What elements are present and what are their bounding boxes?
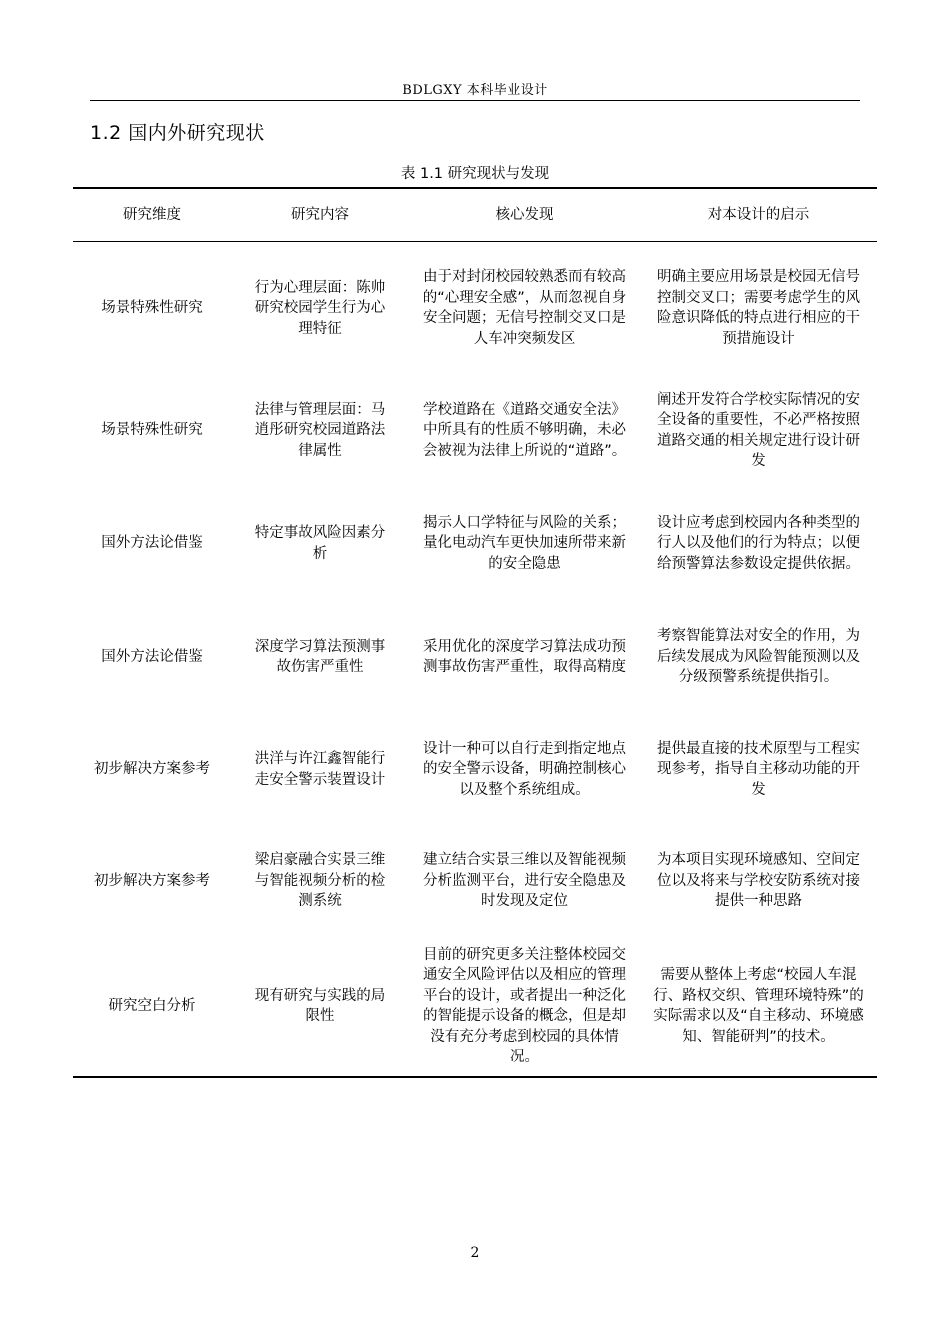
cell-content-text: 特定事故风险因素分析 — [254, 525, 386, 562]
cell-dimension-text: 国外方法论借鉴 — [101, 535, 203, 552]
cell-content — [231, 487, 409, 601]
cell-finding-text: 目前的研究更多关注整体校园交通安全风险评估以及相应的管理平台的设计，或者提出一种泛化的智能提示设备的概念，但是却没有充分考虑到校园的具体情况。 — [423, 946, 626, 1065]
cell-finding-text: 采用优化的深度学习算法成功预测事故伤害严重性，取得高精度 — [423, 638, 626, 675]
column-header-insight: 对本设计的启示 — [640, 188, 877, 242]
cell-dimension — [73, 937, 231, 1077]
cell-insight-text: 需要从整体上考虑“校园人车混行、路权交织、管理环境特殊”的实际需求以及“自主移动、环境感知、智能研判”的技术。 — [653, 967, 864, 1045]
table-header-row — [73, 188, 877, 242]
cell-content-text: 行为心理层面：陈帅研究校园学生行为心理特征 — [254, 279, 386, 337]
table-row — [73, 601, 877, 714]
cell-content-text: 法律与管理层面：马逍彤研究校园道路法律属性 — [254, 401, 386, 459]
cell-dimension — [73, 487, 231, 601]
cell-content — [231, 714, 409, 826]
cell-content — [231, 937, 409, 1077]
cell-finding — [409, 826, 640, 937]
page-header: BDLGXY 本科毕业设计 — [402, 83, 548, 98]
cell-dimension — [73, 601, 231, 714]
cell-content — [231, 826, 409, 937]
cell-insight — [640, 487, 877, 601]
cell-finding-text: 建立结合实景三维以及智能视频分析监测平台，进行安全隐患及时发现及定位 — [423, 852, 626, 910]
table-row — [73, 826, 877, 937]
cell-insight-text: 明确主要应用场景是校园无信号控制交叉口；需要考虑学生的风险意识降低的特点进行相应的干预措施设计 — [657, 269, 860, 347]
table-row — [73, 487, 877, 601]
cell-insight — [640, 242, 877, 375]
research-status-table — [73, 187, 877, 1078]
cell-finding-text: 设计一种可以自行走到指定地点的安全警示设备，明确控制核心以及整个系统组成。 — [423, 740, 626, 798]
cell-dimension-text: 场景特殊性研究 — [101, 300, 203, 316]
table-row — [73, 937, 877, 1077]
cell-insight — [640, 375, 877, 487]
cell-dimension — [73, 375, 231, 487]
cell-insight-text: 设计应考虑到校园内各种类型的行人以及他们的行为特点；以便给预警算法参数设定提供依据。 — [657, 514, 860, 572]
cell-finding — [409, 601, 640, 714]
cell-finding-text: 由于对封闭校园较熟悉而有较高的“心理安全感”，从而忽视自身安全问题；无信号控制交叉口是人车冲突频发区 — [422, 269, 627, 347]
section-heading: 1.2 国内外研究现状 — [90, 122, 265, 144]
cell-finding — [409, 242, 640, 375]
cell-finding — [409, 375, 640, 487]
cell-dimension-text: 研究空白分析 — [108, 997, 196, 1014]
cell-finding — [409, 937, 640, 1077]
header-divider — [90, 100, 860, 101]
cell-insight — [640, 826, 877, 937]
cell-dimension-text: 国外方法论借鉴 — [101, 648, 203, 665]
cell-insight-text: 提供最直接的技术原型与工程实现参考，指导自主移动功能的开发 — [657, 740, 860, 798]
cell-finding-text: 学校道路在《道路交通安全法》中所具有的性质不够明确，未必会被视为法律上所说的“道路”。 — [422, 401, 627, 459]
cell-dimension — [73, 714, 231, 826]
cell-insight — [640, 937, 877, 1077]
table-row — [73, 375, 877, 487]
cell-content-text: 深度学习算法预测事故伤害严重性 — [254, 638, 386, 675]
cell-dimension-text: 初步解决方案参考 — [94, 872, 210, 889]
cell-dimension — [73, 826, 231, 937]
cell-finding-text: 揭示人口学特征与风险的关系；量化电动汽车更快加速所带来新的安全隐患 — [423, 514, 626, 572]
column-header-finding: 核心发现 — [409, 188, 640, 242]
table-row — [73, 714, 877, 826]
cell-dimension — [73, 242, 231, 375]
cell-dimension-text: 初步解决方案参考 — [94, 761, 210, 778]
cell-content — [231, 242, 409, 375]
table-row — [73, 242, 877, 375]
column-header-content: 研究内容 — [231, 188, 409, 242]
column-header-dimension: 研究维度 — [73, 188, 231, 242]
cell-finding — [409, 714, 640, 826]
cell-content-text: 洪洋与许江鑫智能行走安全警示装置设计 — [254, 751, 386, 788]
cell-content — [231, 601, 409, 714]
page-number: 2 — [470, 1245, 480, 1261]
cell-finding — [409, 487, 640, 601]
cell-insight-text: 考察智能算法对安全的作用，为后续发展成为风险智能预测以及分级预警系统提供指引。 — [657, 628, 860, 686]
cell-insight — [640, 714, 877, 826]
table-caption: 表 1.1 研究现状与发现 — [400, 166, 550, 182]
cell-content-text: 现有研究与实践的局限性 — [254, 987, 386, 1024]
cell-dimension-text: 场景特殊性研究 — [101, 422, 203, 439]
cell-insight-text: 阐述开发符合学校实际情况的安全设备的重要性，不必严格按照道路交通的相关规定进行设计研发 — [657, 391, 860, 469]
cell-insight-text: 为本项目实现环境感知、空间定位以及将来与学校安防系统对接提供一种思路 — [657, 852, 860, 910]
cell-content — [231, 375, 409, 487]
cell-content-text: 梁启豪融合实景三维与智能视频分析的检测系统 — [254, 852, 386, 910]
cell-insight — [640, 601, 877, 714]
